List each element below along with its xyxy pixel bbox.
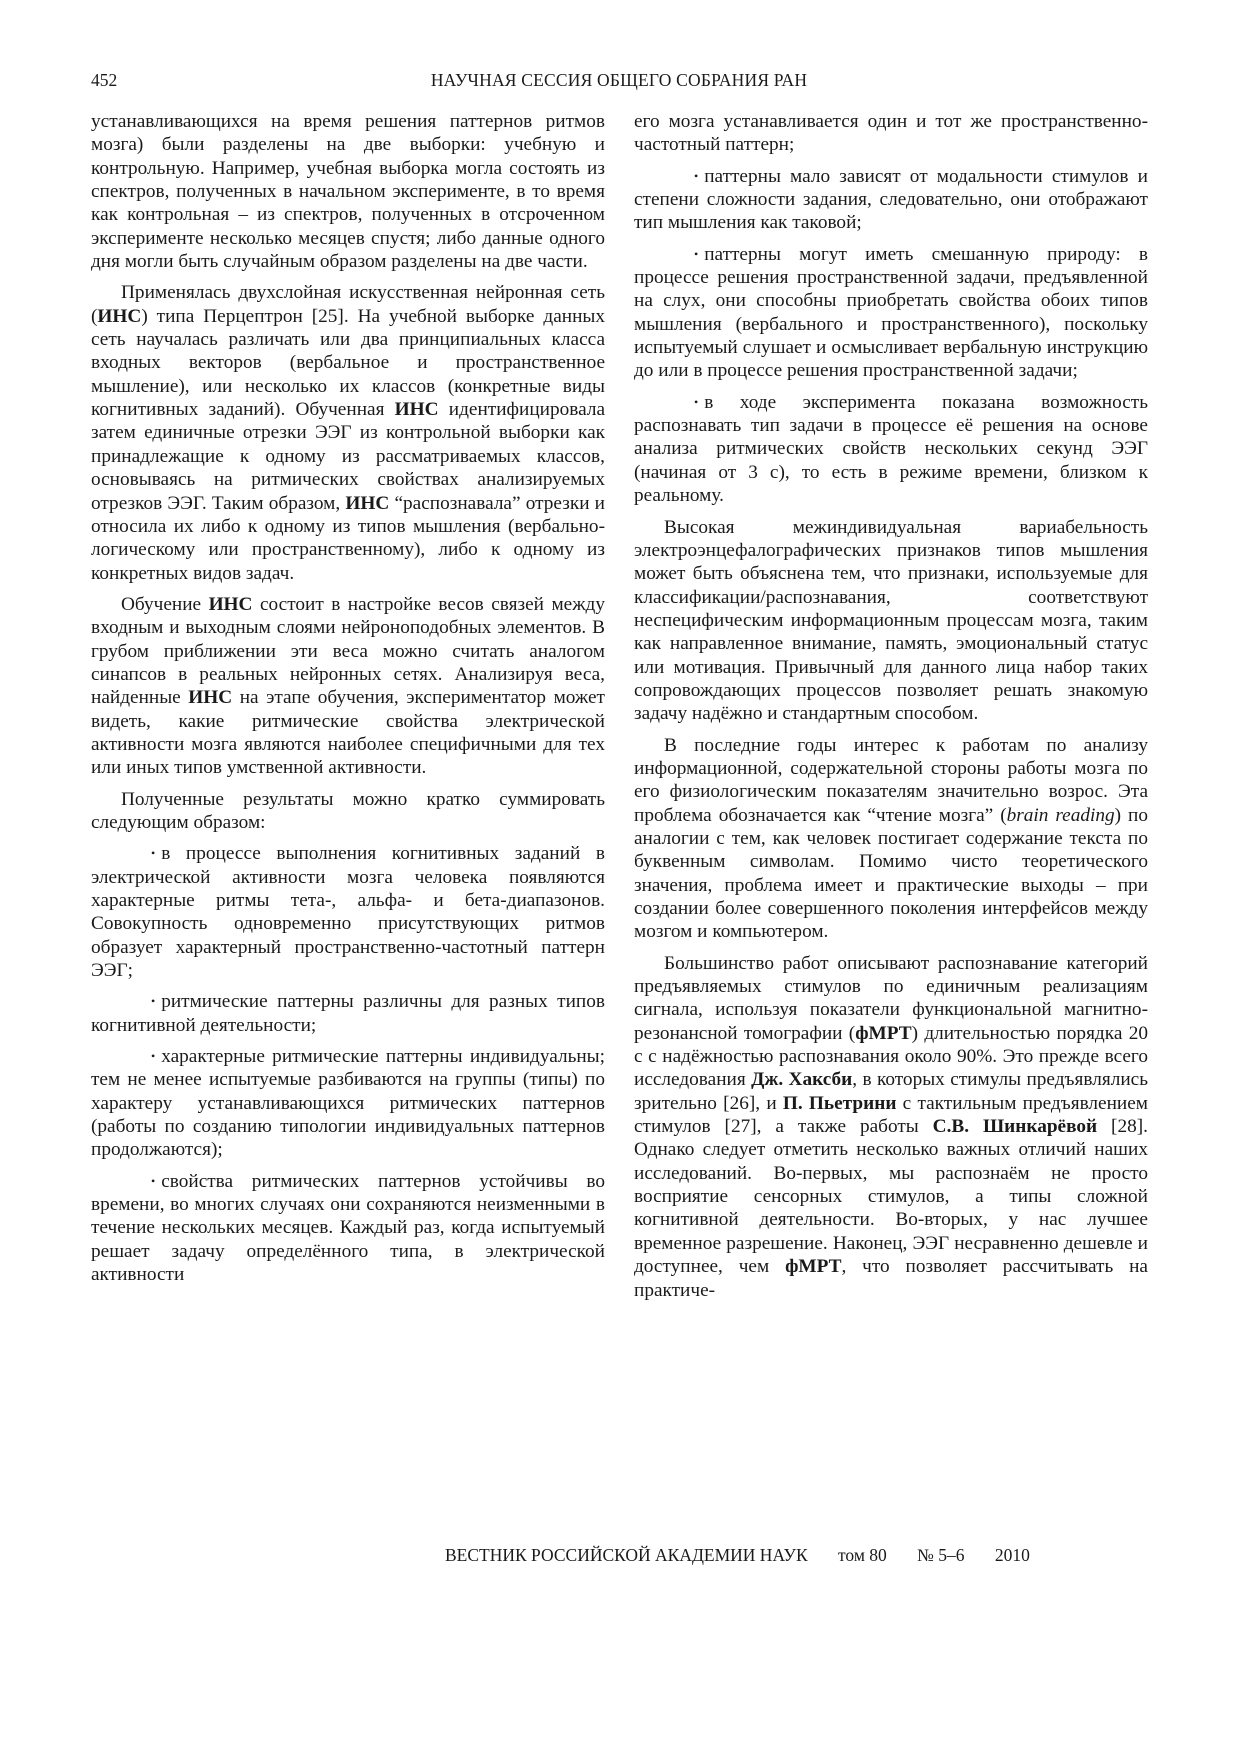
text-run: “распознавала” отрезки и относила их либо к одному из типов мышления (вербально-логическому или пространственному), либо к одному из конкретных видов задач. [91, 492, 606, 584]
paragraph [634, 110, 1148, 157]
page-number: 452 [91, 70, 118, 90]
text-run: его мозга устанавливается один и тот же пространственно-частотный паттерн; [634, 111, 1148, 156]
text-run: ритмические паттерны различны для разных типов когнитивной деятельности; [91, 991, 605, 1036]
bold-term: ИНС [208, 593, 253, 615]
bullet-icon: • [694, 394, 699, 409]
text-run: Полученные результаты можно кратко суммировать следующим образом: [91, 788, 605, 833]
text-run: , что позволяет рассчитывать на практиче- [634, 1256, 1148, 1301]
paragraph [91, 281, 605, 584]
text-run: , в которых стимулы предъявлялись зрительно [26], и [634, 1069, 1148, 1114]
bullet-item [91, 842, 605, 982]
text-run: Большинство работ описывают распознавание категорий предъявляемых стимулов по единичным реализациям сигнала, используя показатели функциональной магнитно-резонансной томографии ( [634, 952, 1148, 1044]
paragraph [634, 516, 1148, 726]
text-run: свойства ритмических паттернов устойчивы во времени, во многих случаях они сохраняются неизменными в течение нескольких месяцев. Каждый раз, когда испытуемый решает задачу определённого типа, в электрической активности [91, 1170, 605, 1286]
text-run: В последние годы интерес к работам по анализу информационной, содержательной стороны работы мозга по его физиологическим показателям значительно возрос. Эта проблема обозначается как “чтение мозга” ( [634, 734, 1148, 826]
bold-term: П. Пьетрини [782, 1092, 897, 1114]
text-run: паттерны мало зависят от модальности стимулов и степени сложности задания, следовательно, они отображают тип мышления как таковой; [634, 165, 1148, 234]
running-head [91, 70, 1147, 94]
year: 2010 [994, 1545, 1030, 1565]
text-run: идентифицировала затем единичные отрезки ЭЭГ из контрольной выборки как принадлежащие к одному из рассматриваемых классов, основываясь на ритмических свойствах анализируемых отрезков ЭЭГ. Таким образом, [91, 399, 605, 514]
text-run: Обучение [121, 593, 209, 615]
bullet-item [91, 1045, 605, 1162]
paragraph [91, 788, 605, 835]
bullet-icon: • [694, 246, 699, 261]
issue: № 5–6 [917, 1545, 965, 1565]
journal-footer [445, 1545, 1030, 1566]
bold-term: фМРТ [785, 1256, 842, 1278]
paragraph [91, 593, 605, 780]
text-run: с тактильным предъявлением стимулов [27], а также работы [634, 1092, 1148, 1138]
text-run: в процессе выполнения когнитивных заданий в электрической активности мозга человека появляются характерные ритмы тета-, альфа- и бета-диапазонов. Совокупность одновременно присутствующих ритмов образует характерный пространственно-частотный паттерн ЭЭГ; [91, 843, 605, 982]
paragraph [634, 734, 1148, 944]
bullet-item [634, 391, 1148, 508]
text-run: устанавливающихся на время решения паттернов ритмов мозга) были разделены на две выборки: учебную и контрольную. Например, учебная выборка могла состоять из спектров, полученных в начальном эксперименте, в то время как контрольная – из спектров, полученных в отсроченном эксперименте несколько месяцев спустя; либо данные одного дня могли быть случайным образом разделены на две части. [91, 111, 605, 273]
bold-term: ИНС [188, 687, 233, 709]
journal-name: ВЕСТНИК РОССИЙСКОЙ АКАДЕМИИ НАУК [445, 1545, 808, 1565]
text-run: характерные ритмические паттерны индивидуальны; тем не менее испытуемые разбиваются на группы (типы) по характеру устанавливающихся ритмических паттернов (работы по созданию типологии индивидуальных паттернов продолжаются); [91, 1046, 605, 1161]
text-run: в ходе эксперимента показана возможность распознавать тип задачи в процессе её решения на основе анализа ритмических свойств нескольких секунд ЭЭГ (начиная от 3 с), то есть в режиме времени, близком к реальному. [634, 391, 1148, 507]
text-run: Применялась двухслойная искусственная нейронная сеть ( [91, 282, 605, 327]
section-title: НАУЧНАЯ СЕССИЯ ОБЩЕГО СОБРАНИЯ РАН [430, 70, 808, 90]
bullet-icon: • [694, 168, 699, 183]
paragraph [91, 110, 605, 273]
right-column [634, 110, 1148, 1310]
bullet-item [634, 243, 1148, 383]
text-run: Высокая межиндивидуальная вариабельность электроэнцефалографических признаков типов мышления может быть объяснена тем, что признаки, используемые для классификации/распознавания, соответствуют неспецифическим информационным процессам мозга, таким как направленное внимание, память, эмоциональный статус или мотивация. Привычный для данного лица набор таких сопровождающих процессов позволяет решать знакомую задачу надёжно и стандартным способом. [634, 516, 1148, 725]
text-run: ) длительностью порядка 20 с с надёжностью распознавания около 90%. Это прежде всего исследования [634, 1022, 1148, 1091]
bold-term: фМРТ [855, 1022, 912, 1044]
bullet-icon: • [151, 1049, 156, 1064]
bullet-item [634, 165, 1148, 235]
text-run: ) типа Перцептрон [25]. На учебной выборке данных сеть научалась различать или два принципиальных класса входных векторов (вербальное и пространственное мышление), или несколько их классов (конкретные виды когнитивных заданий). Обученная [91, 305, 605, 421]
text-run: состоит в настройке весов связей между входным и выходным слоями нейроноподобных элементов. В грубом приближении эти веса можно считать аналогом синапсов в реальных нейронных сетях. Анализируя веса, найденные [91, 593, 605, 709]
bold-term: ИНС [97, 305, 142, 327]
bold-term: С.В. Шинкарёвой [932, 1116, 1098, 1138]
bullet-item [91, 1170, 605, 1287]
bullet-icon: • [151, 846, 156, 861]
italic-term: brain reading [1006, 804, 1115, 826]
volume: том 80 [838, 1545, 887, 1565]
bold-term: ИНС [345, 492, 390, 514]
paragraph [634, 952, 1148, 1302]
bullet-item [91, 990, 605, 1037]
text-run: ) по аналогии с тем, как человек постигает содержание текста по буквенным символам. Помимо чисто теоретического значения, проблема имеет и практические выходы – при создании более совершенного поколения интерфейсов между мозгом и компьютером. [634, 804, 1149, 943]
bullet-icon: • [151, 1173, 156, 1188]
text-run: паттерны могут иметь смешанную природу: в процессе решения пространственной задачи, предъявленной на слух, они способны приобретать свойства обоих типов мышления (вербального и пространственного), поскольку испытуемый слушает и осмысливает вербальную инструкцию до или в процессе решения пространственной задачи; [634, 243, 1148, 382]
bullet-icon: • [151, 994, 156, 1009]
bold-term: Дж. Хаксби [751, 1069, 853, 1091]
text-run: [28]. Однако следует отметить несколько важных отличий наших исследований. Во-первых, мы распознаём не просто восприятие сенсорных стимулов, а типы сложной когнитивной деятельности. Во-вторых, у нас лучшее временное разрешение. Наконец, ЭЭГ несравненно дешевле и доступнее, чем [634, 1116, 1148, 1278]
left-column [91, 110, 605, 1295]
bold-term: ИНС [394, 399, 439, 421]
text-run: на этапе обучения, экспериментатор может видеть, какие ритмические свойства электрической активности мозга являются наиболее специфичными для тех или иных типов умственной активности. [91, 687, 605, 779]
